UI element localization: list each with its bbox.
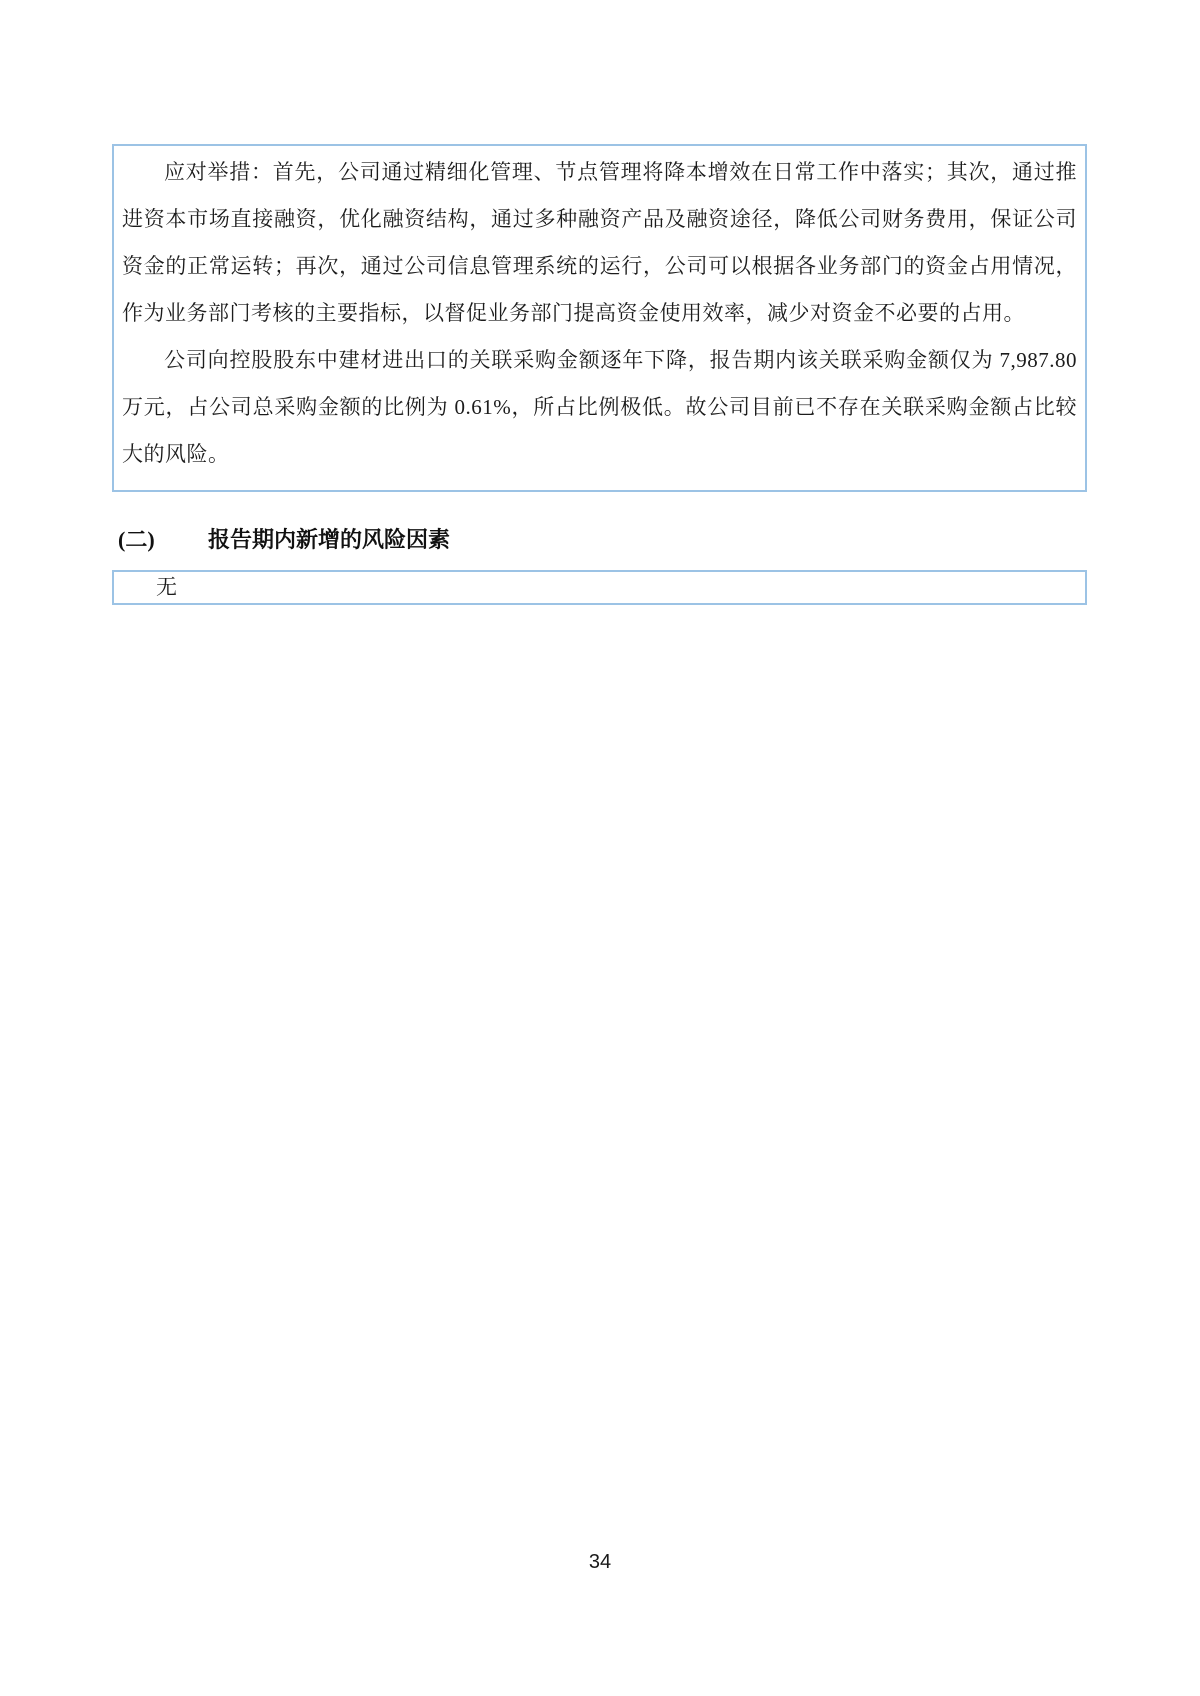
risk-response-text-box: [112, 144, 1087, 492]
section-number: (二): [118, 527, 155, 552]
related-purchase-paragraph: 公司向控股股东中建材进出口的关联采购金额逐年下降，报告期内该关联采购金额仅为 7,987.80 万元，占公司总采购金额的比例为 0.61%，所占比例极低。故公司目前已不存在关联采购金额占比较大的风险。: [122, 348, 1077, 466]
new-risk-factors-value: 无: [156, 575, 177, 599]
section-title: 报告期内新增的风险因素: [208, 527, 451, 552]
page-number: 34: [588, 1551, 612, 1573]
new-risk-factors-box: [112, 570, 1087, 605]
section-heading: [118, 523, 450, 554]
risk-response-paragraph: 应对举措：首先，公司通过精细化管理、节点管理将降本增效在日常工作中落实；其次，通过推进资本市场直接融资，优化融资结构，通过多种融资产品及融资途径，降低公司财务费用，保证公司资金的正常运转；再次，通过公司信息管理系统的运行，公司可以根据各业务部门的资金占用情况，作为业务部门考核的主要指标，以督促业务部门提高资金使用效率，减少对资金不必要的占用。: [122, 160, 1077, 325]
